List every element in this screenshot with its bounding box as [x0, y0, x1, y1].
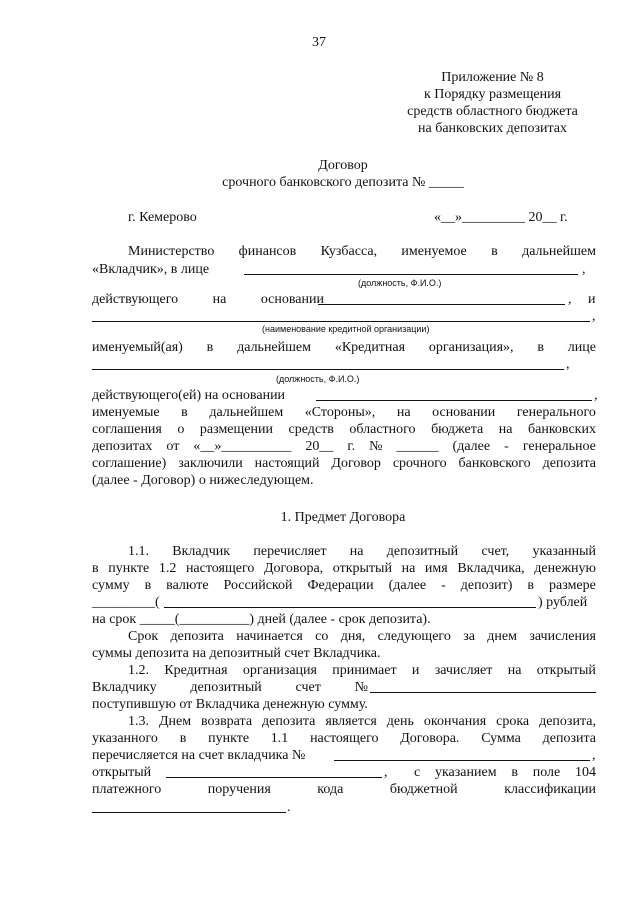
clause-line: на срок _____(__________) дней (далее - срок депозита). [92, 612, 431, 627]
preamble-line: «Вкладчик», в лице [92, 262, 210, 277]
page-number: 37 [312, 35, 326, 50]
annex-line: на банковских депозитах [417, 121, 568, 136]
contract-subtitle: срочного банковского депозита № _____ [222, 175, 464, 190]
city: г. Кемерово [128, 210, 197, 225]
clause-line: 1.3. Днем возврата депозита является день окончания срока депозита, [128, 714, 596, 729]
clause-line-end: ) рублей [538, 595, 588, 610]
preamble-line: соглашение) заключили настоящий Договор срочного банковского депозита [92, 456, 596, 471]
contract-title: Договор [318, 158, 368, 173]
fill-line-opened-at[interactable] [166, 765, 382, 778]
document-page: 37 Приложение № 8 к Порядку размещения средств областного бюджета на банковских депозитах Договор срочного банковского депозита № _____ г. Кемерово «__»_________ 20__ г. Министерство финансов Кузбасса, именуемое в дальнейшем «Вкладчик», в лице , (должность, Ф.И.О.) действующего на основании , и , (наименование кредитной организации) именуемый(ая) в дальнейшем «Кредитная организация», в лице , (должность, Ф.И.О.) действующего(ей) на основании , именуемые в дальнейшем «Стороны», на основании генерального соглашения о размещении средств областного бюджета на банковских депозитах от «__»__________ 20__ г. № ______ (далее - генеральное соглашение) заключили настоящий Договор срочного банковского депозита (далее - Договор) о нижеследующем. 1. Предмет Договора 1.1. Вкладчик перечисляет на депозитный счет, указанный в пункте 1.2 настоящего Договора, открытый на имя Вкладчика, денежную сумму в валюте Российской Федерации (далее - депозит) в размере _________( ) рублей на срок _____(__________) дней (далее - срок депозита). Срок депозита начинается со дня, следующего за днем зачисления суммы депозита на депозитный счет Вкладчика. 1.2. Кредитная организация принимает и зачисляет на открытый Вкладчику депозитный счет № поступившую от Вкладчика денежную сумму. 1.3. Днем возврата депозита является день окончания срока депозита, указанного в пункте 1.1 настоящего Договора. Сумма депозита перечисляется на счет вкладчика № , открытый , с указанием в поле 104 платежного поручения кода бюджетной классификации . [0, 0, 640, 905]
clause-line: платежного поручения кода бюджетной классификации [92, 782, 596, 797]
clause-line: с указанием в поле 104 [414, 765, 596, 780]
clause-line: поступившую от Вкладчика денежную сумму. [92, 697, 368, 712]
contract-date: «__»_________ 20__ г. [434, 210, 568, 225]
preamble-line: депозитах от «__»__________ 20__ г. № ______ (далее - генеральное [92, 439, 596, 454]
annex-line: средств областного бюджета [407, 104, 578, 119]
hint-position-name-2: (должность, Ф.И.О.) [276, 374, 360, 384]
preamble-line: действующего(ей) на основании [92, 388, 286, 403]
preamble-line: (далее - Договор) о нижеследующем. [92, 473, 314, 488]
hint-credit-org: (наименование кредитной организации) [262, 324, 430, 334]
clause-line: сумму в валюте Российской Федерации (далее - депозит) в размере [92, 578, 596, 593]
preamble-word: и [588, 292, 596, 307]
preamble-line: действующего на основании [92, 292, 324, 307]
clause-line: Срок депозита начинается со дня, следующего за днем зачисления [128, 629, 596, 644]
clause-line: 1.2. Кредитная организация принимает и зачисляет на открытый [128, 663, 596, 678]
clause-line: в пункте 1.2 настоящего Договора, открытый на имя Вкладчика, денежную [92, 561, 596, 576]
clause-line: 1.1. Вкладчик перечисляет на депозитный счет, указанный [128, 544, 596, 559]
preamble-line: именуемые в дальнейшем «Стороны», на основании генерального [92, 405, 596, 420]
fill-line-position[interactable] [244, 262, 578, 275]
clause-line: _________( [92, 595, 160, 610]
annex-line: к Порядку размещения [423, 87, 562, 102]
fill-line-basis[interactable] [318, 292, 565, 305]
fill-line-basis-2[interactable] [316, 388, 592, 401]
preamble-line: именуемый(ая) в дальнейшем «Кредитная организация», в лице [92, 340, 596, 355]
clause-line: Вкладчику депозитный счет № [92, 680, 368, 695]
hint-position-name: (должность, Ф.И.О.) [358, 278, 442, 288]
preamble-line: Министерство финансов Кузбасса, именуемое в дальнейшем [128, 244, 596, 259]
clause-line: суммы депозита на депозитный счет Вкладчика. [92, 646, 381, 661]
fill-line-representative[interactable] [92, 357, 564, 370]
fill-line-account-number[interactable] [370, 680, 596, 693]
fill-line-amount-words[interactable] [164, 595, 536, 608]
clause-line: открытый [92, 765, 152, 780]
clause-line: указанного в пункте 1.1 настоящего Договора. Сумма депозита [92, 731, 596, 746]
fill-line-budget-code[interactable] [92, 800, 286, 813]
annex-line: Приложение № 8 [441, 70, 544, 85]
section-heading: 1. Предмет Договора [280, 510, 406, 525]
fill-line-depositor-account[interactable] [334, 748, 590, 761]
preamble-line: соглашения о размещении средств областного бюджета на банковских [92, 422, 596, 437]
clause-line: перечисляется на счет вкладчика № [92, 748, 306, 763]
fill-line-credit-org[interactable] [92, 309, 590, 322]
